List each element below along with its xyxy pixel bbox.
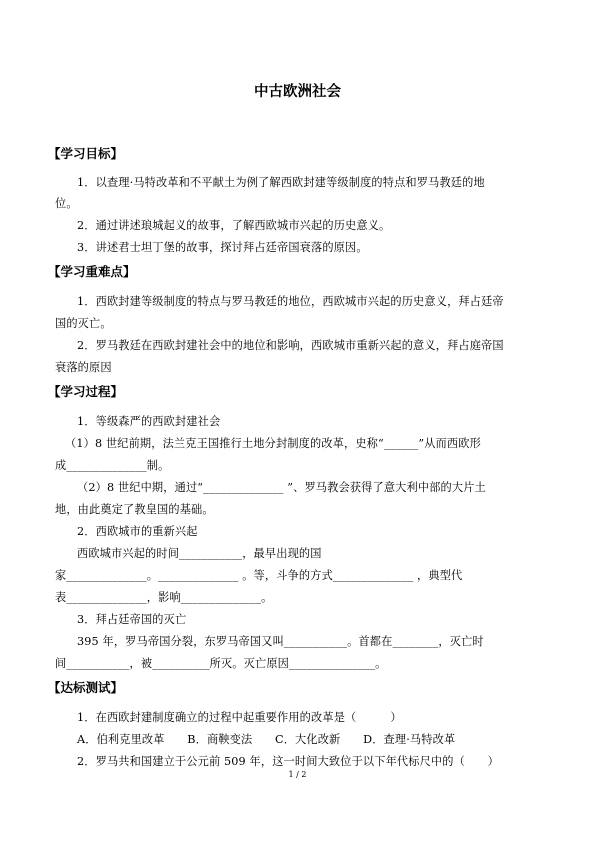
process-line: 地，由此奠定了教皇国的基础。 [55, 503, 214, 516]
process-line: （1）8 世纪前期，法兰克王国推行土地分封制度的改革，史称“______”从而西欧形 [65, 437, 481, 450]
process-line: 家______________。______________ 。等，斗争的方式______________ ，典型代 [55, 569, 463, 582]
goals-line: 2．通过讲述琅城起义的故事，了解西欧城市兴起的历史意义。 [77, 219, 391, 232]
goals-line: 位。 [55, 197, 78, 210]
key-points-line: 1．西欧封建等级制度的特点与罗马教廷的地位，西欧城市兴起的历史意义，拜占廷帝 [77, 295, 504, 308]
key-points-line: 国的灭亡。 [55, 317, 112, 330]
test-options: A．伯利克里改革 B．商鞅变法 C．大化改新 D．查理·马特改革 [77, 733, 456, 746]
process-line: 间___________，被__________所灭。灭亡原因_______________。 [55, 657, 387, 670]
page-title: 中古欧洲社会 [254, 84, 341, 100]
section-heading-key-points: 【学习重难点】 [48, 264, 136, 279]
test-question: 1．在西欧封建制度确立的过程中起重要作用的改革是（ ） [77, 711, 402, 724]
process-line: 1．等级森严的西欧封建社会 [77, 415, 221, 428]
process-line: 395 年，罗马帝国分裂，东罗马帝国又叫___________。首都在________，灭亡时 [77, 635, 484, 648]
page-number: 1 / 2 [288, 770, 307, 779]
process-line: 成______________制。 [55, 459, 170, 472]
process-line: 表______________，影响______________。 [55, 591, 273, 604]
process-line: 西欧城市兴起的时间___________，最早出现的国 [77, 547, 322, 560]
test-question: 2．罗马共和国建立于公元前 509 年，这一时间大致位于以下年代标尺中的（ ） [77, 755, 499, 768]
process-line: 3．拜占廷帝国的灭亡 [77, 613, 187, 626]
process-line: （2）8 世纪中期，通过“______________ ”、罗马教会获得了意大利中部的大片土 [77, 481, 486, 494]
key-points-line: 衰落的原因 [55, 361, 112, 374]
section-heading-process: 【学习过程】 [48, 384, 124, 399]
goals-line: 3．讲述君士坦丁堡的故事，探讨拜占廷帝国衰落的原因。 [77, 241, 368, 254]
section-heading-goals: 【学习目标】 [48, 146, 124, 161]
goals-line: 1．以查理·马特改革和不平献土为例了解西欧封建等级制度的特点和罗马教廷的地 [77, 176, 485, 189]
section-heading-test: 【达标测试】 [48, 680, 124, 695]
key-points-line: 2．罗马教廷在西欧封建社会中的地位和影响，西欧城市重新兴起的意义，拜占庭帝国 [77, 339, 504, 352]
process-line: 2．西欧城市的重新兴起 [77, 525, 198, 538]
